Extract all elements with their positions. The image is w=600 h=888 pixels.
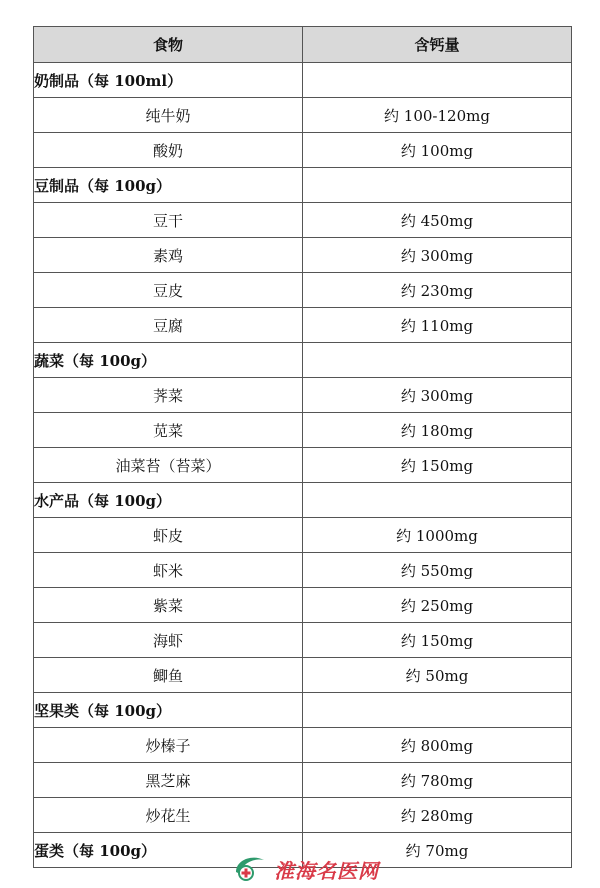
calcium-value: 约 250mg <box>303 588 572 623</box>
food-name: 虾皮 <box>34 518 303 553</box>
table-row <box>34 308 572 343</box>
food-name: 荠菜 <box>34 378 303 413</box>
table-body <box>34 63 572 868</box>
table-row <box>34 98 572 133</box>
table-row <box>34 588 572 623</box>
calcium-value: 约 800mg <box>303 728 572 763</box>
calcium-content-table <box>33 26 572 868</box>
category-value <box>303 693 572 728</box>
table-row <box>34 518 572 553</box>
category-value <box>303 483 572 518</box>
category-value: 约 70mg <box>303 833 572 868</box>
table-row <box>34 273 572 308</box>
food-name: 纯牛奶 <box>34 98 303 133</box>
table-row <box>34 728 572 763</box>
table-row <box>34 658 572 693</box>
category-label: 坚果类（每 100g） <box>34 693 303 728</box>
calcium-value: 约 230mg <box>303 273 572 308</box>
calcium-value: 约 100mg <box>303 133 572 168</box>
food-name: 海虾 <box>34 623 303 658</box>
calcium-value: 约 300mg <box>303 378 572 413</box>
category-label: 奶制品（每 100ml） <box>34 63 303 98</box>
calcium-value: 约 150mg <box>303 623 572 658</box>
category-label: 豆制品（每 100g） <box>34 168 303 203</box>
calcium-value: 约 110mg <box>303 308 572 343</box>
calcium-value: 约 550mg <box>303 553 572 588</box>
calcium-value: 约 150mg <box>303 448 572 483</box>
table-row <box>34 133 572 168</box>
column-header-calcium: 含钙量 <box>303 27 572 63</box>
calcium-value: 约 50mg <box>303 658 572 693</box>
category-row <box>34 168 572 203</box>
table-header <box>34 27 572 63</box>
calcium-value: 约 1000mg <box>303 518 572 553</box>
food-name: 炒榛子 <box>34 728 303 763</box>
calcium-value: 约 780mg <box>303 763 572 798</box>
food-name: 素鸡 <box>34 238 303 273</box>
category-value <box>303 63 572 98</box>
table-row <box>34 798 572 833</box>
table-row <box>34 238 572 273</box>
table-row <box>34 378 572 413</box>
category-label: 水产品（每 100g） <box>34 483 303 518</box>
food-name: 炒花生 <box>34 798 303 833</box>
category-label: 蛋类（每 100g） <box>34 833 303 868</box>
table-row <box>34 203 572 238</box>
category-value <box>303 343 572 378</box>
food-name: 油菜苔（苔菜） <box>34 448 303 483</box>
site-watermark <box>232 852 379 886</box>
watermark-text: 淮海名医网 <box>274 858 379 883</box>
table-row <box>34 448 572 483</box>
category-row <box>34 343 572 378</box>
food-name: 豆腐 <box>34 308 303 343</box>
food-name: 紫菜 <box>34 588 303 623</box>
food-name: 豆干 <box>34 203 303 238</box>
food-name: 黑芝麻 <box>34 763 303 798</box>
food-name: 豆皮 <box>34 273 303 308</box>
column-header-food: 食物 <box>34 27 303 63</box>
food-name: 苋菜 <box>34 413 303 448</box>
category-row <box>34 483 572 518</box>
header-row <box>34 27 572 63</box>
table-row <box>34 553 572 588</box>
food-name: 虾米 <box>34 553 303 588</box>
table-row <box>34 413 572 448</box>
table-row <box>34 623 572 658</box>
category-label: 蔬菜（每 100g） <box>34 343 303 378</box>
calcium-value: 约 280mg <box>303 798 572 833</box>
food-name: 酸奶 <box>34 133 303 168</box>
category-row <box>34 693 572 728</box>
category-row <box>34 63 572 98</box>
calcium-value: 约 180mg <box>303 413 572 448</box>
category-value <box>303 168 572 203</box>
calcium-value: 约 300mg <box>303 238 572 273</box>
table-row <box>34 763 572 798</box>
calcium-value: 约 450mg <box>303 203 572 238</box>
site-logo-icon <box>232 852 268 886</box>
food-name: 鲫鱼 <box>34 658 303 693</box>
calcium-value: 约 100-120mg <box>303 98 572 133</box>
